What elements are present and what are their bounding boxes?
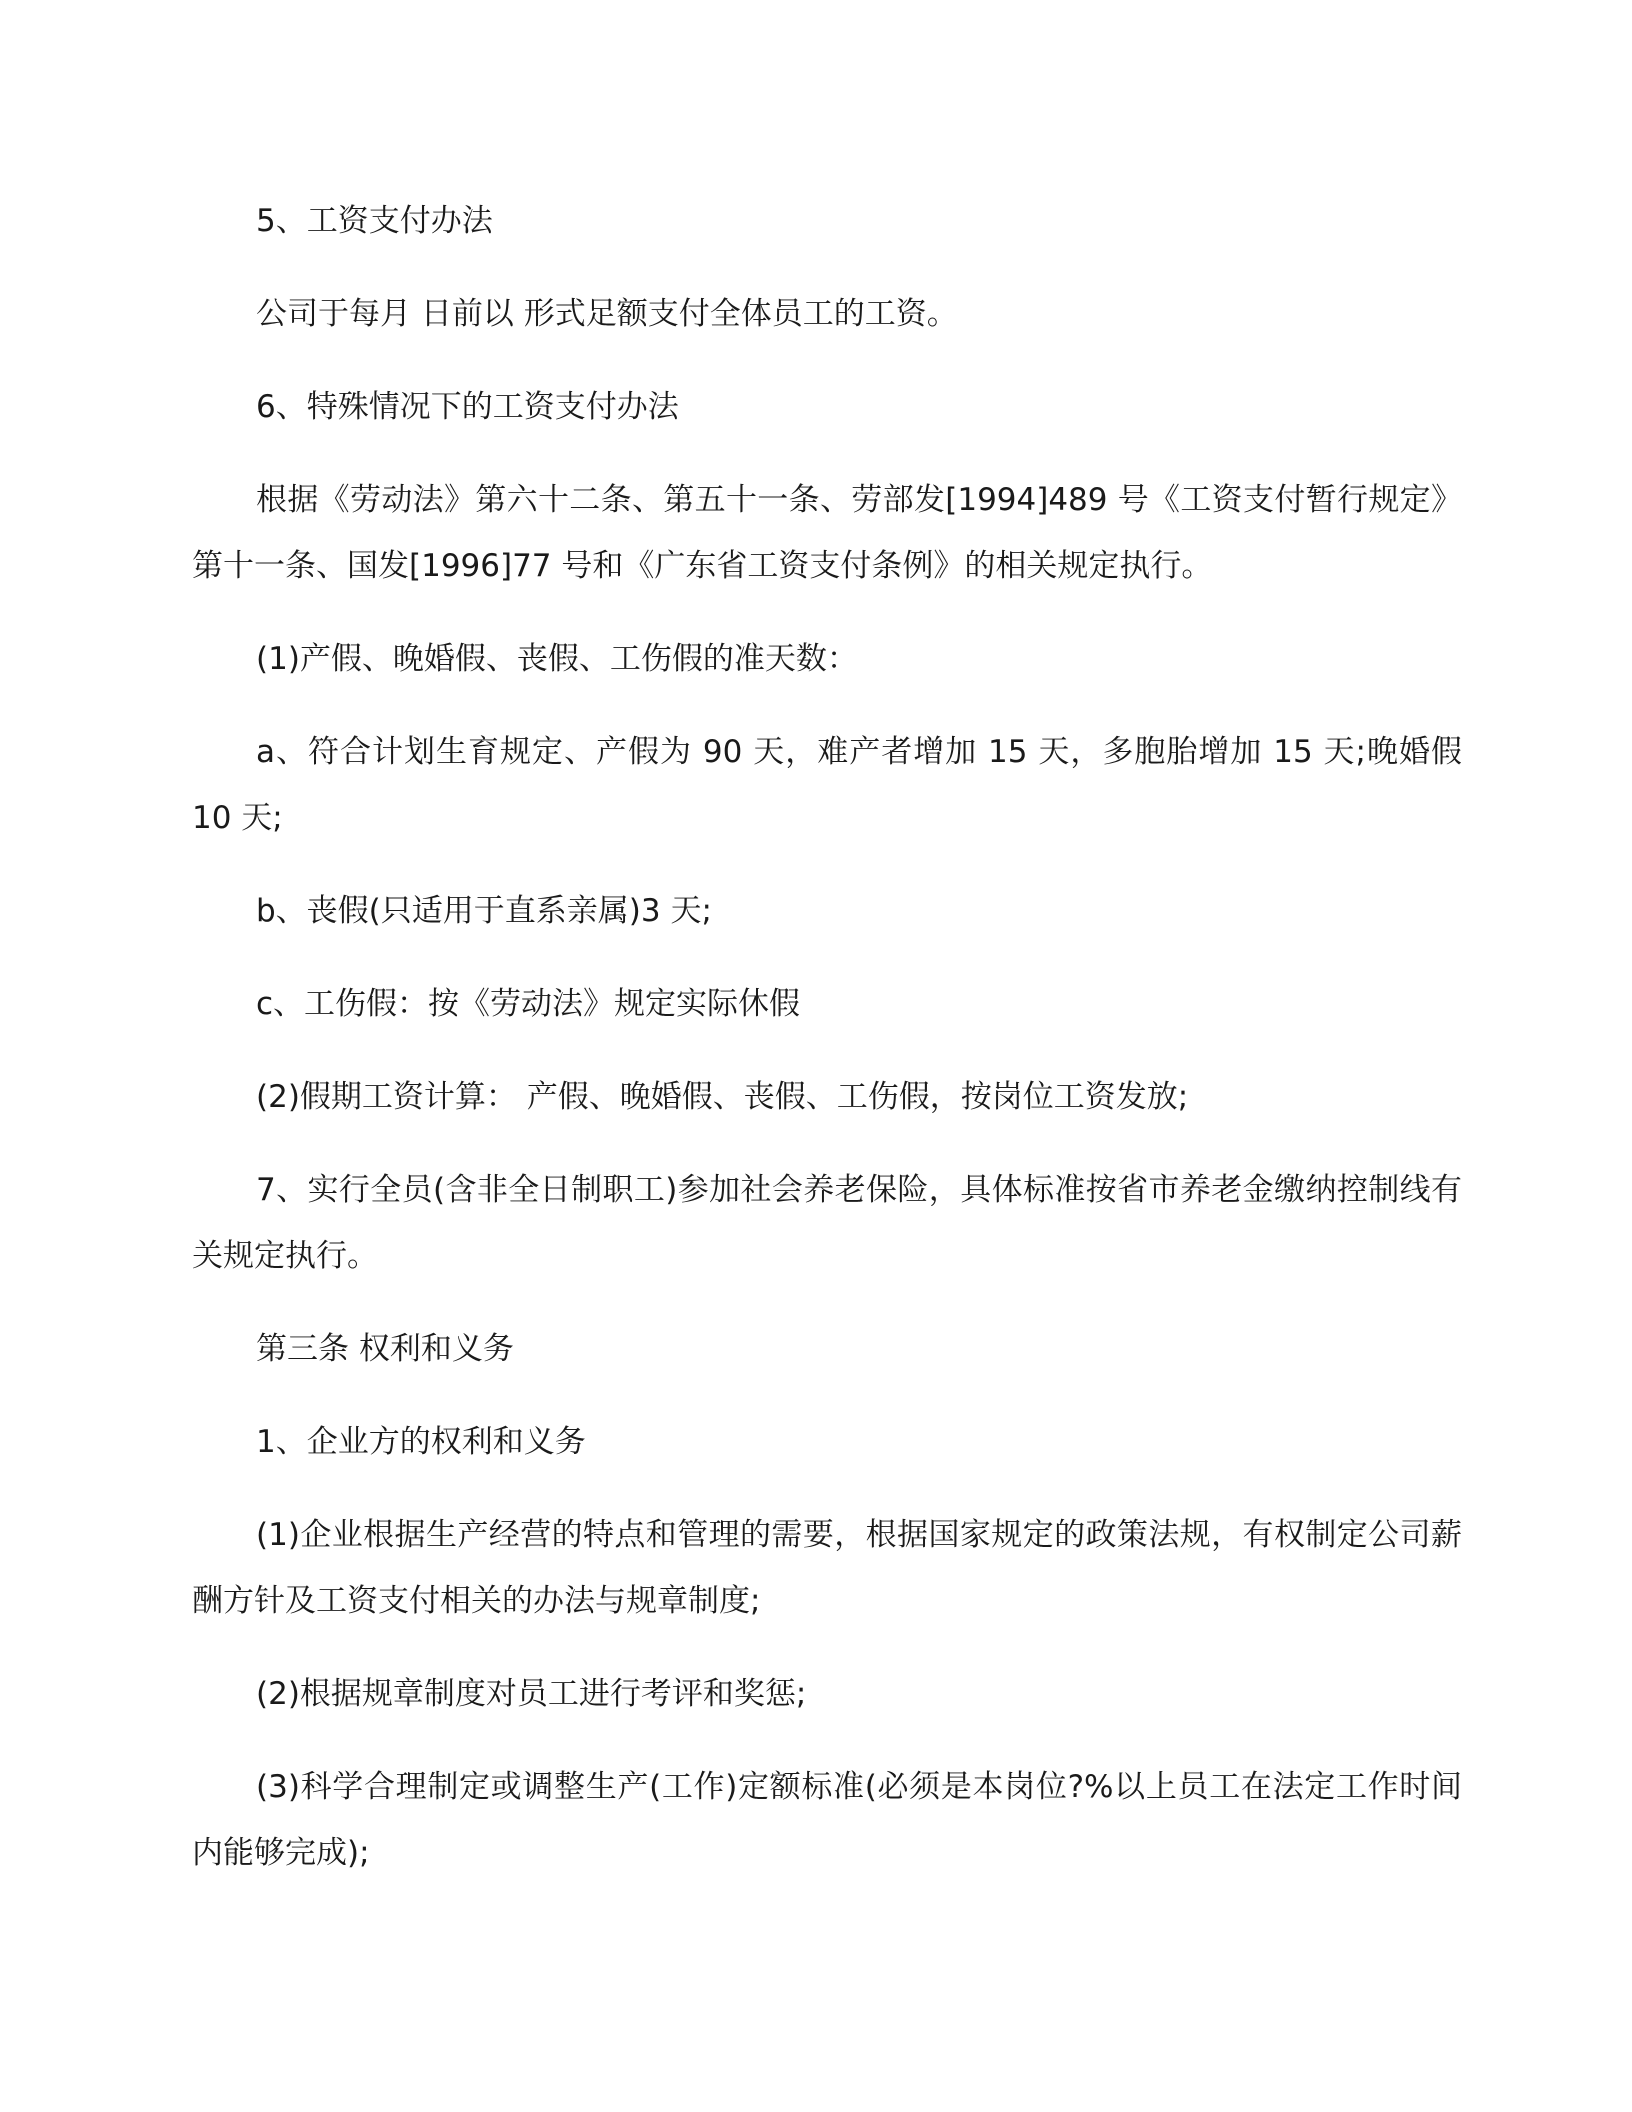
list-item-evaluation: (2)根据规章制度对员工进行考评和奖惩; bbox=[256, 1676, 807, 1712]
section-heading-enterprise-rights: 1、企业方的权利和义务 bbox=[256, 1424, 586, 1460]
paragraph-legal-basis: 根据《劳动法》第六十二条、第五十一条、劳部发[1994]489 号《工资支付暂行规定》第十一条、国发[1996]77 号和《广东省工资支付条例》的相关规定执行。 bbox=[192, 482, 1462, 584]
list-item-bereavement-leave: b、丧假(只适用于直系亲属)3 天; bbox=[256, 893, 712, 929]
paragraph-payment-date: 公司于每月 日前以 形式足额支付全体员工的工资。 bbox=[256, 296, 958, 332]
document-body bbox=[192, 188, 1462, 1913]
list-heading-leave-days: (1)产假、晚婚假、丧假、工伤假的准天数： bbox=[256, 641, 858, 677]
section-heading-pension-insurance: 7、实行全员(含非全日制职工)参加社会养老保险，具体标准按省市养老金缴纳控制线有关规定执行。 bbox=[192, 1172, 1462, 1274]
section-heading-wage-payment: 5、工资支付办法 bbox=[256, 203, 493, 239]
article-heading-rights-obligations: 第三条 权利和义务 bbox=[256, 1331, 514, 1367]
list-item-policy-making: (1)企业根据生产经营的特点和管理的需要，根据国家规定的政策法规，有权制定公司薪酬方针及工资支付相关的办法与规章制度; bbox=[192, 1517, 1462, 1619]
section-heading-special-payment: 6、特殊情况下的工资支付办法 bbox=[256, 389, 679, 425]
list-item-injury-leave: c、工伤假：按《劳动法》规定实际休假 bbox=[256, 986, 801, 1022]
list-item-quota-standard: (3)科学合理制定或调整生产(工作)定额标准(必须是本岗位?%以上员工在法定工作时间内能够完成); bbox=[192, 1769, 1462, 1871]
list-item-maternity-leave: a、符合计划生育规定、产假为 90 天，难产者增加 15 天，多胞胎增加 15 天;晚婚假 10 天; bbox=[192, 734, 1462, 836]
paragraph-leave-wage-calculation: (2)假期工资计算： 产假、晚婚假、丧假、工伤假，按岗位工资发放; bbox=[256, 1079, 1189, 1115]
